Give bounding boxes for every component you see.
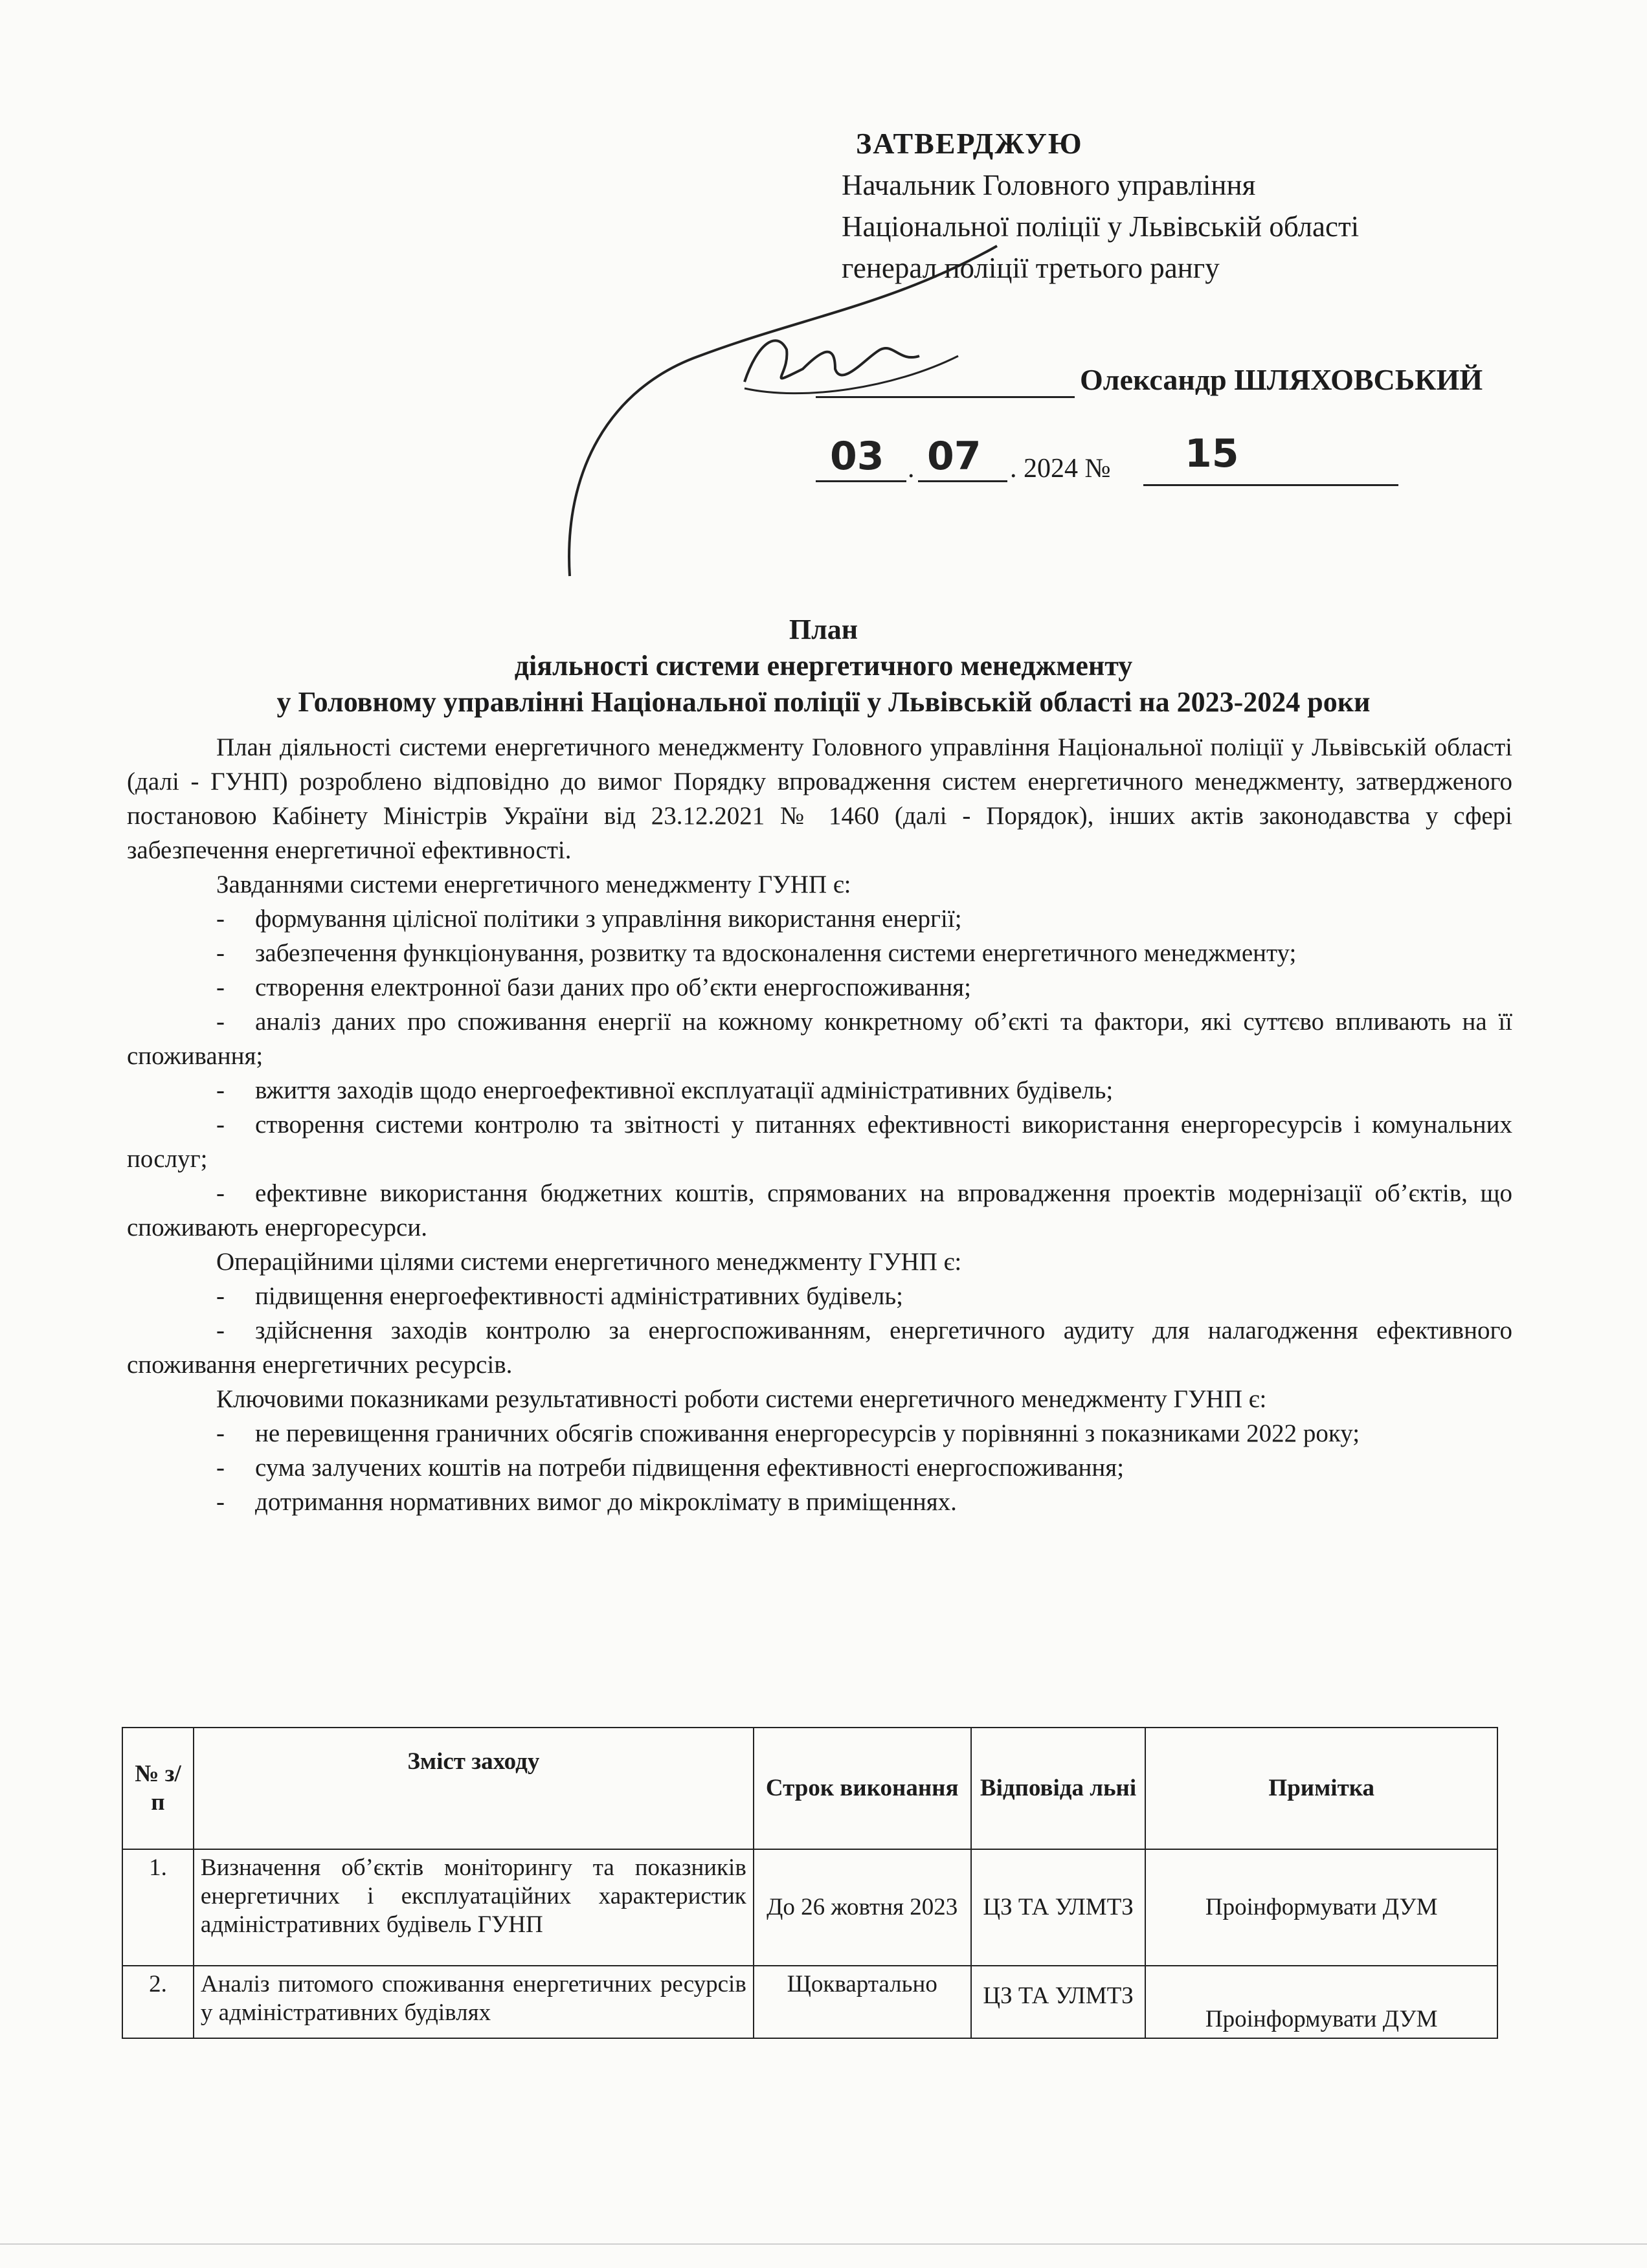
signer-name: Олександр ШЛЯХОВСЬКИЙ <box>1080 363 1483 396</box>
title-line-1: План <box>789 614 858 645</box>
activities-table <box>122 1727 1498 2039</box>
list-item: - підвищення енергоефективності адміністративних будівель; <box>216 1282 903 1310</box>
document-title <box>0 612 1647 720</box>
table-header-row <box>122 1728 1497 1849</box>
document-body <box>127 730 1512 1519</box>
goals-heading: Операційними цілями системи енергетичного менеджменту ГУНП є: <box>216 1248 962 1276</box>
date-year: . 2024 № <box>1010 454 1111 484</box>
approval-line-1: Начальник Головного управління <box>842 169 1256 201</box>
title-line-3: у Головному управлінні Національної поліції у Львівській області на 2023-2024 роки <box>276 686 1371 718</box>
header-cell: Примітка <box>1145 1728 1497 1849</box>
list-item: - формування цілісної політики з управління використання енергії; <box>216 905 962 933</box>
list-item: - сума залучених коштів на потреби підвищення ефективності енергоспоживання; <box>216 1454 1125 1482</box>
approval-heading: ЗАТВЕРДЖУЮ <box>856 127 1083 160</box>
intro-paragraph: План діяльності системи енергетичного менеджменту Головного управління Національної поліції у Львівській області (далі - ГУНП) розроблено відповідно до вимог Порядку впровадження систем енергетичного менеджменту, затвердженого постановою Кабінету Міністрів України від 23.12.2021 № 1460 (далі - Порядок), інших актів законодавства у сфері забезпечення енергетичної ефективності. <box>127 733 1512 864</box>
list-item: - створення системи контролю та звітності у питаннях ефективності використання енергоресурсів і комунальних послуг; <box>127 1111 1512 1173</box>
list-item: - вжиття заходів щодо енергоефективної експлуатації адміністративних будівель; <box>216 1076 1114 1104</box>
date-month-line <box>918 480 1007 482</box>
table-cell: Визначення об’єктів моніторингу та показників енергетичних і експлуатаційних характеристик адміністративних будівель ГУНП <box>194 1849 754 1966</box>
date-month: 07 <box>927 434 981 479</box>
kpi-heading: Ключовими показниками результативності роботи системи енергетичного менеджменту ГУНП є: <box>216 1385 1267 1413</box>
table-cell: Проінформувати ДУМ <box>1145 1966 1497 2038</box>
document-number: 15 <box>1185 431 1239 476</box>
number-line <box>1143 484 1398 486</box>
table-cell: 1. <box>122 1849 194 1966</box>
date-day-line <box>816 480 906 482</box>
table-cell: ЦЗ ТА УЛМТЗ <box>971 1966 1146 2038</box>
scan-edge-line <box>0 2243 1647 2245</box>
table-cell: Проінформувати ДУМ <box>1145 1849 1497 1966</box>
header-cell: Строк виконання <box>754 1728 971 1849</box>
list-item: - забезпечення функціонування, розвитку та вдосконалення системи енергетичного менеджменту; <box>216 939 1297 967</box>
list-item: - аналіз даних про споживання енергії на кожному конкретному об’єкті та фактори, які суттєво впливають на її споживання; <box>127 1008 1512 1070</box>
signature-line <box>816 396 1075 398</box>
table-row <box>122 1966 1497 2038</box>
list-item: - дотримання нормативних вимог до мікроклімату в приміщеннях. <box>216 1488 957 1516</box>
header-cell: Зміст заходу <box>194 1728 754 1849</box>
header-cell: Відповіда льні <box>971 1728 1146 1849</box>
table-cell: Аналіз питомого споживання енергетичних ресурсів у адміністративних будівлях <box>194 1966 754 2038</box>
list-item: - створення електронної бази даних про об’єкти енергоспоживання; <box>216 973 971 1001</box>
list-item: - ефективне використання бюджетних коштів, спрямованих на впровадження проектів модернізації об’єктів, що споживають енергоресурси. <box>127 1179 1512 1241</box>
table-cell: ЦЗ ТА УЛМТЗ <box>971 1849 1146 1966</box>
table-cell: До 26 жовтня 2023 <box>754 1849 971 1966</box>
tasks-heading: Завданнями системи енергетичного менеджменту ГУНП є: <box>216 871 851 898</box>
table-row <box>122 1849 1497 1966</box>
date-day: 03 <box>830 434 884 479</box>
table-cell: 2. <box>122 1966 194 2038</box>
approval-line-3: генерал поліції третього рангу <box>842 252 1220 284</box>
handwritten-signature <box>531 194 1114 595</box>
date-separator: . <box>908 454 915 484</box>
header-cell: № з/п <box>122 1728 194 1849</box>
title-line-2: діяльності системи енергетичного менеджменту <box>514 650 1133 682</box>
list-item: - здійснення заходів контролю за енергоспоживанням, енергетичного аудиту для налагодження ефективного споживання енергетичних ресурсів. <box>127 1317 1512 1379</box>
approval-line-2: Національної поліції у Львівській області <box>842 210 1360 243</box>
list-item: - не перевищення граничних обсягів споживання енергоресурсів у порівнянні з показниками 2022 року; <box>216 1419 1360 1447</box>
table-cell: Щоквартально <box>754 1966 971 2038</box>
